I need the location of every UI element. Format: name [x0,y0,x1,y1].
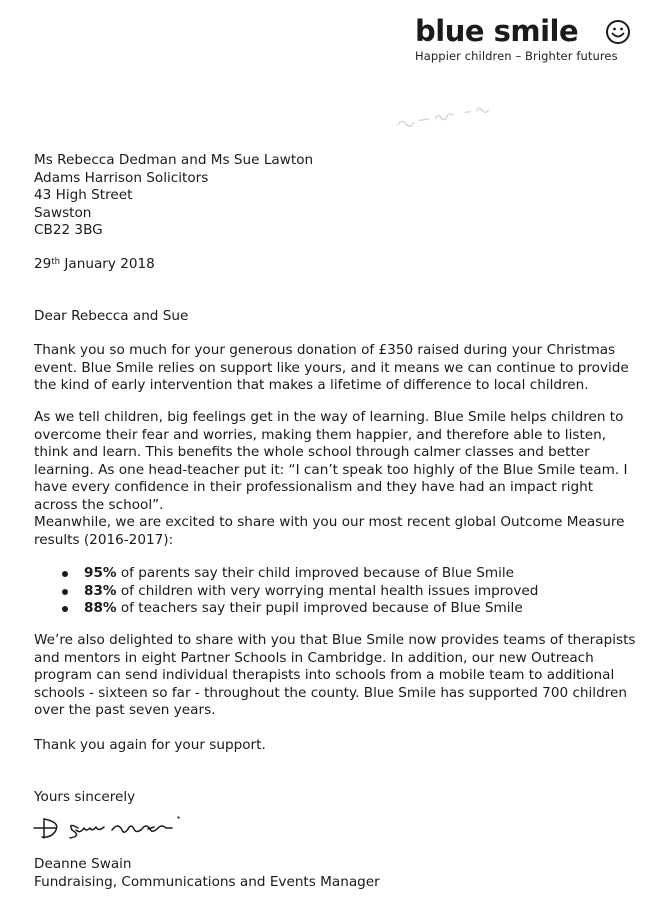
signer-name: Deanne Swain [34,856,132,872]
list-item [60,565,620,583]
bullet-icon [62,571,68,577]
blue-smile-logo [415,14,637,63]
date-day: 29 [34,256,52,272]
signer-block [34,856,640,891]
outcome-text: of parents say their child improved because of Blue Smile [116,565,515,581]
date-suffix: th [51,257,61,267]
recipient-town: Sawston [34,204,92,221]
logo-wordmark: blue smile [415,14,579,48]
recipient-street: 43 High Street [34,187,133,203]
logo-tagline: Happier children – Brighter futures [415,49,618,63]
outcome-percent: 95% [84,565,117,581]
faint-stamp-mark [394,99,495,133]
list-item [60,583,620,601]
smiley-face-icon [605,19,631,45]
paragraph-feelings: As we tell children, big feelings get in the way of learning. Blue Smile helps children to overcome their fear and worries, making them happier, and therefore able to listen, think and learn. This benefits the whole school through calmer classes and better learning. As one head-teacher put it: “I can’t speak too highly of the Blue Smile team. I have every confidence in their professionalism and they have had an impact right across the school”. [34,409,628,513]
paragraph-outcomes-intro: Meanwhile, we are excited to share with you our most recent global Outcome Measure results (2016-2017): [34,514,625,548]
outcome-text: of teachers say their pupil improved because of Blue Smile [116,600,523,616]
handwritten-signature [30,810,220,844]
recipient-address [34,152,640,240]
outcome-percent: 83% [84,582,117,599]
recipient-names: Ms Rebecca Dedman and Ms Sue Lawton [34,152,314,168]
date-month-year: January 2018 [60,256,155,272]
stamp-scribble-icon [394,99,495,130]
letter-date [34,256,640,274]
paragraph-thank-you-again: Thank you again for your support. [34,737,266,753]
recipient-postcode: CB22 3BG [34,222,103,238]
recipient-firm: Adams Harrison Solicitors [34,169,209,186]
outcome-list [60,565,620,618]
closing-line: Yours sincerely [34,789,136,805]
salutation: Dear Rebecca and Sue [34,308,189,324]
list-item [60,600,620,618]
signer-title: Fundraising, Communications and Events Manager [34,873,380,890]
bullet-icon [62,606,68,612]
paragraph-thanks: Thank you so much for your generous donation of £350 raised during your Christmas event. Blue Smile relies on support like yours, and it means we can continue to provide the kind of early intervention that makes a lifetime of difference to local children. [34,342,629,393]
outcome-percent: 88% [84,600,117,616]
paragraph-partner-schools: We’re also delighted to share with you that Blue Smile now provides teams of therapists and mentors in eight Partner Schools in Cambridge. In addition, our new Outreach program can send individual therapists into schools from a mobile team to additional schools - sixteen so far - throughout the county. Blue Smile has supported 700 children over the past seven years. [34,632,636,718]
outcome-text: of children with very worrying mental health issues improved [116,582,539,599]
bullet-icon [62,589,68,595]
